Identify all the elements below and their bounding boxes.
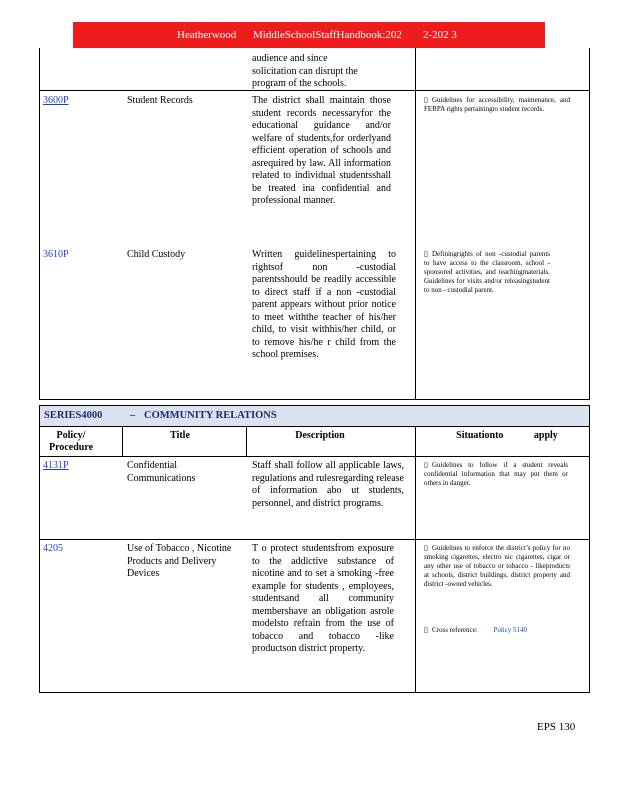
cross-reference-label: Cross reference: [432,626,478,634]
situation-item: ▯ Guidelines to follow if a student reveals confidential information that may put them or others in danger. [424,461,568,487]
policy-number-link[interactable]: 4205 [43,543,63,554]
policy-title: Child Custody [127,249,186,260]
row-separator [39,539,590,540]
page-header-banner [73,22,545,48]
column-header-situation: Situationto apply [456,430,558,441]
header-school-name: Heatherwood [177,29,237,41]
policy-title: Student Records [127,95,193,106]
policy-number-link[interactable]: 3600P [43,95,69,106]
series-name: SERIES4000 [44,410,103,421]
policy-description: Staff shall follow all applicable laws, regulations and rulesregarding release of information abo ut students, personnel, and district programs. [252,460,404,509]
fragment-line: program of the schools. [252,78,347,89]
column-header-title: Title [170,430,190,441]
table-border-left [39,48,40,400]
cross-reference-link[interactable]: Policy 5140 [493,626,528,634]
fragment-line: solicitation can disrupt the [252,65,358,77]
header-divider [122,427,123,457]
policy-number-link[interactable]: 3610P [43,249,69,260]
policy-description: Written guidelinespertaining to rightsof non -custodial parentsshould be readily accessible to direct staff if a non -custodial parent appears without prior notice to meet withthe teacher of his/her child, to visit withhis/her child, or to remove his/he r child from the school premises. [252,249,396,360]
policy-title: Confidential Communications [127,460,196,484]
table-divider-situation [415,427,416,693]
table-divider-situation [415,48,416,400]
series-title: COMMUNITY RELATIONS [144,410,277,421]
page-number: EPS 130 [537,721,576,733]
table-border-right [589,427,590,693]
cross-reference: ▯ Cross reference: Policy 5140 [424,626,528,634]
column-header-policy: Policy/ Procedure [48,430,94,453]
series-dash: – [130,410,136,421]
situation-item: ▯ Guidelines for accessibility, maintenance, and FERPA rights pertainingto student records. [424,96,570,113]
policy-description: The district shall maintain those student records necessaryfor the educational guidance and/or welfare of students,for orderlyand efficient operation of schools and asrequired by law. All information related to individual studentsshall be treated ina confidential and professional manner. [252,95,391,206]
table-border-left [39,427,40,693]
policy-number-link[interactable]: 4131P [43,460,69,471]
fragment-line: audience and since [252,53,328,64]
series-heading [39,405,590,427]
header-handbook-title: MiddleSchoolStaffHandbook:202 [253,29,402,41]
header-divider [246,427,247,457]
policy-description: T o protect studentsfrom exposure to the addictive substance of nicotine and to set a smoking -free example for students , employees, studentsand all community membershave an obligation asrole modelsto refrain from the use of tobacco and tobacco -like productson district property. [252,543,394,654]
policy-title: Use of Tobacco , Nicotine Products and Delivery Devices [127,543,232,579]
column-header-description: Description [295,430,345,441]
situation-item: ▯ Definingrights of non -custodial parents to have access to the classroom, school -sponsored activities, and teachingmaterials. Guidelines for visits and/or releasingstudent to non - custodial parent. [424,250,550,294]
table-border-bottom [39,399,590,400]
header-separator [39,456,590,457]
table-border-right [589,48,590,400]
table-border-bottom [39,692,590,693]
header-school-year: 2-202 3 [423,29,457,41]
situation-item: ▯ Guidelines to enforce the district’s policy for no smoking cigarettes, electro nic cigarettes, cigar or any other use of tobacco or tobacco - likeproducts at schools, district buildings, district property and district -owned vehicles. [424,544,570,588]
continued-description [252,53,391,91]
